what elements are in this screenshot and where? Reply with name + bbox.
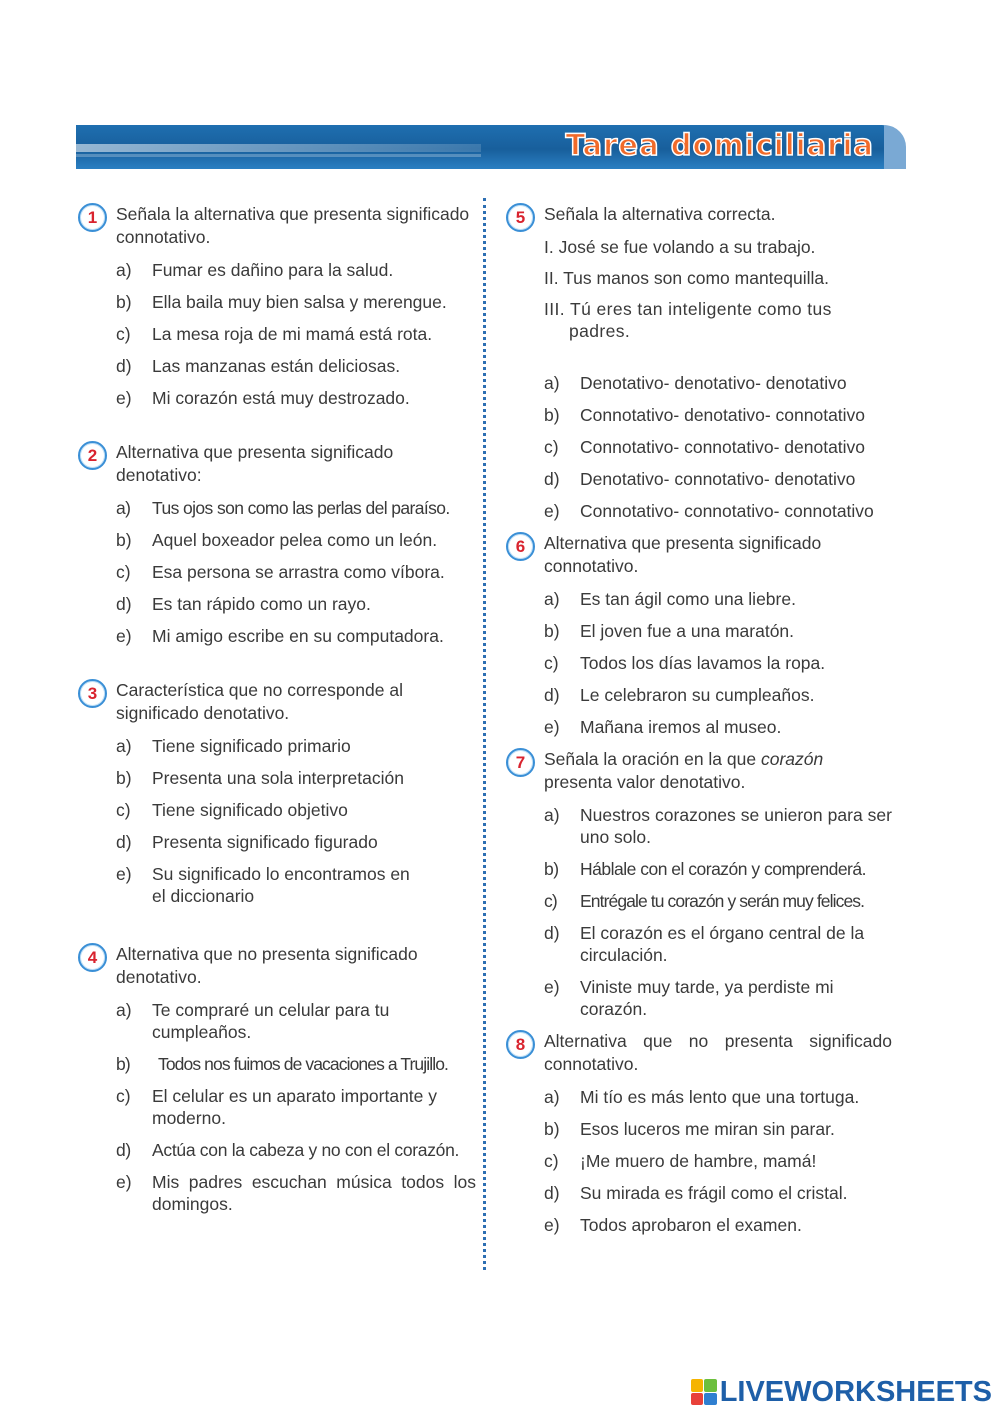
option-letter: c) bbox=[544, 891, 557, 911]
option-item[interactable] bbox=[544, 620, 892, 642]
option-letter: e) bbox=[116, 864, 132, 884]
option-letter: e) bbox=[116, 626, 132, 646]
options-list bbox=[116, 735, 476, 907]
option-letter: d) bbox=[544, 1183, 560, 1203]
option-item[interactable] bbox=[544, 922, 900, 966]
option-item[interactable] bbox=[544, 858, 892, 880]
option-letter: b) bbox=[544, 621, 560, 641]
option-letter: c) bbox=[544, 437, 559, 457]
question-number-badge: 4 bbox=[78, 943, 107, 972]
option-letter: a) bbox=[544, 589, 560, 609]
option-letter: c) bbox=[116, 1086, 131, 1106]
option-text: Connotativo- connotativo- connotativo bbox=[580, 501, 874, 521]
right-column bbox=[506, 203, 892, 1246]
option-text: Connotativo- connotativo- denotativo bbox=[580, 437, 866, 457]
banner-stripe bbox=[76, 144, 481, 152]
option-text: Mi tío es más lento que una tortuga. bbox=[580, 1087, 860, 1107]
statement-item: I. José se fue volando a su trabajo. bbox=[544, 237, 816, 257]
statement-item: II. Tus manos son como mantequilla. bbox=[544, 268, 829, 288]
question-7 bbox=[506, 748, 892, 1020]
statement-item: III. Tú eres tan inteligente como tus padres. bbox=[544, 299, 832, 341]
option-letter: d) bbox=[544, 923, 560, 943]
option-text: Las manzanas están deliciosas. bbox=[152, 356, 401, 376]
option-letter: c) bbox=[544, 1151, 559, 1171]
option-text: Tus ojos son como las perlas del paraíso. bbox=[152, 498, 450, 518]
options-list bbox=[116, 259, 476, 409]
option-item[interactable] bbox=[544, 976, 880, 1020]
option-letter: b) bbox=[116, 768, 132, 788]
page-title: Tarea domiciliaria bbox=[565, 128, 874, 162]
option-item[interactable] bbox=[544, 890, 892, 912]
question-stem: Señala la alternativa correcta. bbox=[544, 204, 776, 224]
option-item[interactable] bbox=[544, 1182, 892, 1204]
option-letter: e) bbox=[116, 388, 132, 408]
stem-text: Señala la oración en la que bbox=[544, 749, 761, 769]
option-item[interactable] bbox=[116, 625, 476, 647]
options-list bbox=[544, 804, 892, 1020]
option-text: Su mirada es frágil como el cristal. bbox=[580, 1183, 848, 1203]
option-text: Aquel boxeador pelea como un león. bbox=[152, 530, 438, 550]
option-letter: c) bbox=[544, 653, 559, 673]
option-letter: a) bbox=[544, 805, 560, 825]
option-text: Viniste muy tarde, ya perdiste mi corazón. bbox=[580, 977, 834, 1019]
option-item[interactable] bbox=[116, 863, 412, 907]
option-item[interactable] bbox=[116, 799, 476, 821]
option-text: Le celebraron su cumpleaños. bbox=[580, 685, 815, 705]
option-text: Presenta significado figurado bbox=[152, 832, 378, 852]
option-item[interactable] bbox=[116, 323, 476, 345]
option-text: La mesa roja de mi mamá está rota. bbox=[152, 324, 433, 344]
option-letter: a) bbox=[116, 498, 131, 518]
question-1 bbox=[78, 203, 476, 409]
option-text: Nuestros corazones se unieron para ser uno solo. bbox=[580, 805, 892, 847]
option-item[interactable] bbox=[116, 767, 476, 789]
question-3 bbox=[78, 679, 476, 907]
option-text: Denotativo- denotativo- denotativo bbox=[580, 373, 847, 393]
option-text: Actúa con la cabeza y no con el corazón. bbox=[152, 1140, 460, 1160]
option-item[interactable] bbox=[116, 355, 476, 377]
option-item[interactable] bbox=[116, 1053, 476, 1075]
option-letter: a) bbox=[116, 736, 132, 756]
options-list bbox=[116, 999, 476, 1215]
option-text: Fumar es dañino para la salud. bbox=[152, 260, 394, 280]
logo-square bbox=[691, 1393, 704, 1406]
option-item[interactable] bbox=[116, 291, 476, 313]
question-number-badge: 7 bbox=[506, 748, 535, 777]
option-letter: b) bbox=[544, 859, 559, 879]
option-text: Es tan rápido como un rayo. bbox=[152, 594, 371, 614]
option-item[interactable] bbox=[116, 497, 476, 519]
stem-emphasis: corazón bbox=[760, 749, 824, 769]
option-letter: a) bbox=[544, 1087, 560, 1107]
option-text: Esos luceros me miran sin parar. bbox=[580, 1119, 835, 1139]
option-item[interactable] bbox=[116, 1171, 476, 1215]
question-stem: Alternativa que presenta significado connotativo. bbox=[544, 533, 822, 576]
option-letter: a) bbox=[544, 373, 560, 393]
option-text: El celular es un aparato importante y moderno. bbox=[152, 1086, 438, 1128]
option-item[interactable] bbox=[544, 684, 892, 706]
question-4 bbox=[78, 943, 476, 1215]
option-letter: d) bbox=[116, 594, 132, 614]
option-text: Ella baila muy bien salsa y merengue. bbox=[152, 292, 447, 312]
option-item[interactable] bbox=[116, 259, 476, 281]
question-8 bbox=[506, 1030, 892, 1236]
question-stem: Alternativa que no presenta significado connotativo. bbox=[544, 1031, 892, 1074]
column-divider bbox=[483, 198, 486, 1270]
question-stem: Señala la alternativa que presenta significado connotativo. bbox=[116, 204, 470, 247]
options-list bbox=[116, 497, 476, 647]
logo-square bbox=[704, 1379, 717, 1392]
option-item[interactable] bbox=[116, 529, 476, 551]
options-list bbox=[544, 588, 892, 738]
logo-square bbox=[704, 1393, 717, 1406]
option-item[interactable] bbox=[544, 716, 892, 738]
option-letter: c) bbox=[116, 324, 131, 344]
option-text: ¡Me muero de hambre, mamá! bbox=[580, 1151, 817, 1171]
option-text: Todos nos fuimos de vacaciones a Trujillo. bbox=[158, 1054, 449, 1074]
options-list bbox=[544, 372, 892, 522]
option-letter: b) bbox=[116, 292, 132, 312]
option-text: Tiene significado primario bbox=[152, 736, 351, 756]
option-letter: e) bbox=[544, 977, 560, 997]
option-letter: d) bbox=[116, 832, 132, 852]
options-list bbox=[544, 1086, 892, 1236]
stem-text: presenta valor denotativo. bbox=[544, 772, 746, 792]
option-item[interactable] bbox=[544, 652, 892, 674]
option-letter: e) bbox=[544, 717, 560, 737]
option-letter: a) bbox=[116, 1000, 132, 1020]
left-column bbox=[78, 203, 476, 1225]
option-letter: c) bbox=[116, 562, 131, 582]
logo-mark-icon bbox=[691, 1379, 717, 1405]
option-item[interactable] bbox=[544, 804, 892, 848]
option-letter: d) bbox=[116, 356, 132, 376]
option-letter: b) bbox=[116, 530, 132, 550]
option-letter: e) bbox=[544, 1215, 560, 1235]
option-text: Denotativo- connotativo- denotativo bbox=[580, 469, 856, 489]
option-letter: d) bbox=[544, 469, 560, 489]
option-item[interactable] bbox=[544, 1118, 892, 1140]
question-number-badge: 3 bbox=[78, 679, 107, 708]
option-letter: e) bbox=[116, 1172, 132, 1192]
option-item[interactable] bbox=[116, 999, 422, 1043]
option-text: Todos los días lavamos la ropa. bbox=[580, 653, 826, 673]
option-item[interactable] bbox=[544, 372, 892, 394]
question-number-badge: 6 bbox=[506, 532, 535, 561]
option-text: Mi amigo escribe en su computadora. bbox=[152, 626, 444, 646]
question-6 bbox=[506, 532, 892, 738]
option-letter: b) bbox=[544, 1119, 560, 1139]
header-banner bbox=[76, 125, 904, 169]
option-item[interactable] bbox=[116, 387, 476, 409]
option-text: Mi corazón está muy destrozado. bbox=[152, 388, 410, 408]
option-text: Connotativo- denotativo- connotativo bbox=[580, 405, 866, 425]
option-item[interactable] bbox=[544, 500, 892, 522]
option-item[interactable] bbox=[544, 1214, 892, 1236]
option-item[interactable] bbox=[116, 831, 476, 853]
option-text: Mañana iremos al museo. bbox=[580, 717, 782, 737]
question-stem: Alternativa que presenta significado denotativo: bbox=[116, 442, 394, 485]
option-letter: b) bbox=[544, 405, 560, 425]
option-letter: d) bbox=[116, 1140, 131, 1160]
option-text: Háblale con el corazón y comprenderá. bbox=[580, 859, 866, 879]
option-text: Entrégale tu corazón y serán muy felices. bbox=[580, 891, 865, 911]
question-number-badge: 5 bbox=[506, 203, 535, 232]
option-text: Tiene significado objetivo bbox=[152, 800, 348, 820]
question-number-badge: 1 bbox=[78, 203, 107, 232]
option-item[interactable] bbox=[116, 561, 476, 583]
question-stem: Característica que no corresponde al significado denotativo. bbox=[116, 680, 403, 723]
banner-tail bbox=[884, 125, 906, 169]
option-text: Su significado lo encontramos en el diccionario bbox=[152, 864, 410, 906]
option-text: Todos aprobaron el examen. bbox=[580, 1215, 802, 1235]
logo-square bbox=[691, 1379, 704, 1392]
option-letter: c) bbox=[116, 800, 131, 820]
option-text: El joven fue a una maratón. bbox=[580, 621, 795, 641]
option-item[interactable] bbox=[544, 1150, 892, 1172]
option-text: El corazón es el órgano central de la circulación. bbox=[580, 923, 865, 965]
banner-stripe-thin bbox=[76, 154, 481, 157]
question-number-badge: 2 bbox=[78, 441, 107, 470]
option-letter: d) bbox=[544, 685, 560, 705]
logo-text: LIVEWORKSHEETS bbox=[719, 1375, 992, 1408]
option-item[interactable] bbox=[544, 588, 892, 610]
option-letter: e) bbox=[544, 501, 560, 521]
option-item[interactable] bbox=[116, 1085, 472, 1129]
question-stem bbox=[544, 748, 854, 794]
option-item[interactable] bbox=[116, 1139, 476, 1161]
option-text: Presenta una sola interpretación bbox=[152, 768, 404, 788]
option-item[interactable] bbox=[544, 436, 892, 458]
option-item[interactable] bbox=[116, 593, 476, 615]
question-2 bbox=[78, 441, 476, 647]
option-item[interactable] bbox=[544, 404, 892, 426]
option-text: Te compraré un celular para tu cumpleaños. bbox=[152, 1000, 390, 1042]
question-5 bbox=[506, 203, 892, 522]
statements-list bbox=[544, 236, 892, 342]
option-text: Esa persona se arrastra como víbora. bbox=[152, 562, 445, 582]
option-item[interactable] bbox=[544, 1086, 892, 1108]
liveworksheets-logo[interactable] bbox=[691, 1377, 992, 1407]
option-letter: a) bbox=[116, 260, 132, 280]
option-item[interactable] bbox=[544, 468, 892, 490]
question-stem: Alternativa que no presenta significado denotativo. bbox=[116, 944, 418, 987]
option-text: Mis padres escuchan música todos los domingos. bbox=[152, 1172, 476, 1214]
question-number-badge: 8 bbox=[506, 1030, 535, 1059]
option-letter: b) bbox=[116, 1054, 130, 1074]
option-text: Es tan ágil como una liebre. bbox=[580, 589, 796, 609]
option-item[interactable] bbox=[116, 735, 476, 757]
